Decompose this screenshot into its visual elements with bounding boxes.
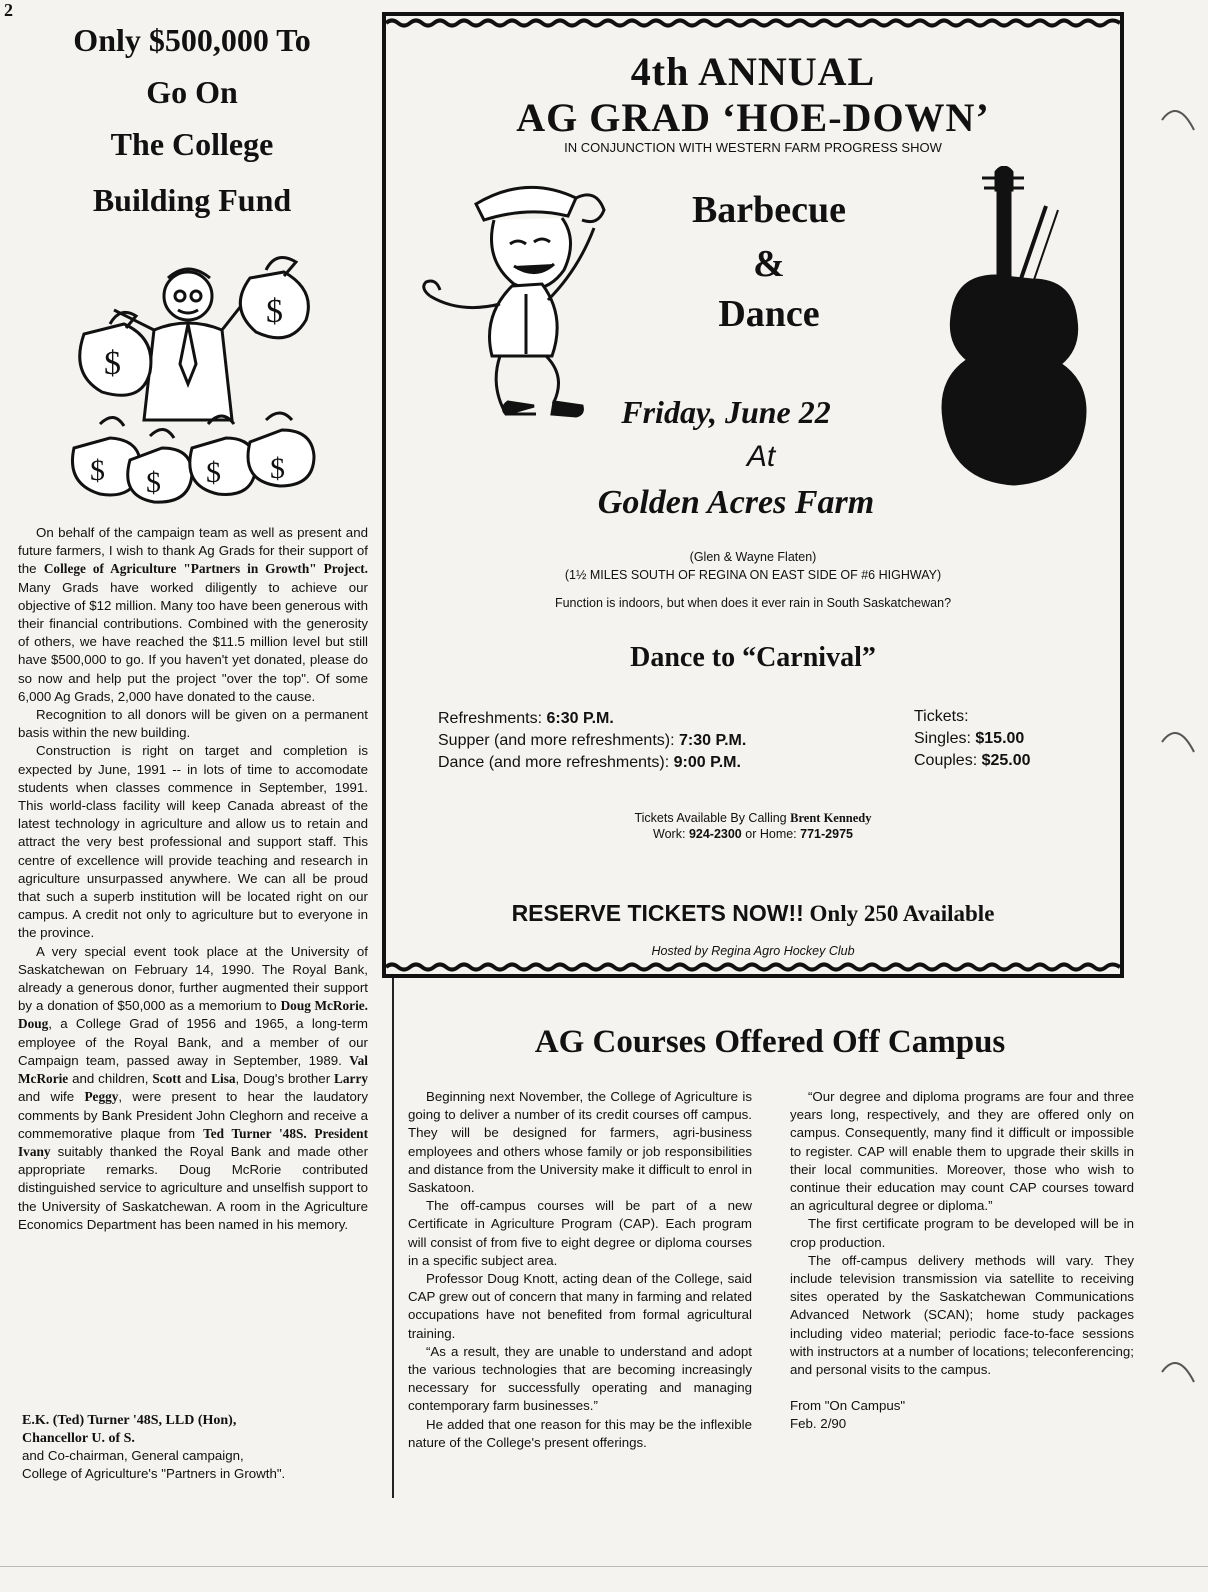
column-divider [392, 978, 394, 1498]
courses-headline: AG Courses Offered Off Campus [534, 1024, 1006, 1060]
ad-venue: Golden Acres Farm [597, 484, 875, 521]
ad-dance: Dance [718, 293, 820, 335]
couples-label: Couples: [914, 752, 978, 769]
text-run: Many Grads have worked diligently to achieve our objective of $12 million. Many too have been generous with their financial contributions. Combined with the generosity of others, we have reached the $11.5 million level but still have $500,000 to go. If you haven't yet donated, please do so now and help put the project "over the top". Of some 6,000 Ag Grads, 2,000 have donated to the cause. [18, 579, 368, 704]
bold-text: Doug McRorie. Doug [18, 998, 368, 1032]
bold-text: Ted Turner '48S. President Ivany [18, 1125, 368, 1159]
schedule-row [438, 752, 746, 774]
courses-column-1 [408, 1088, 752, 1452]
paragraph [18, 706, 368, 742]
headline-line-3: The College [110, 126, 274, 162]
binder-mark [1160, 1352, 1196, 1386]
ad-title-annual: 4th ANNUAL [630, 49, 876, 94]
ad-ampersand: & [753, 243, 785, 285]
paragraph: “Our degree and diploma programs are four and three years long, respectively, and they are offered only on campus. Consequently, many find it difficult or impossible to register. CAP will enable them to upgrade their skills in their local communities. Moreover, those who wish to continue their education may count CAP courses toward an agricultural degree or diploma.” [790, 1089, 1134, 1214]
schedule-label: Supper (and more refreshments): [438, 732, 675, 749]
paragraph: “As a result, they are unable to understand and adopt the various technologies that are becoming increasingly necessary for successfully operating and managing contemporary farm businesses.” [408, 1343, 752, 1414]
contact-name: Brent Kennedy [790, 811, 872, 825]
text-run: On behalf of the campaign team as well as present and future farmers, I wish to thank Ag Grads for their support of the [18, 525, 368, 577]
svg-text:$: $ [146, 466, 161, 499]
home-phone: 771-2975 [800, 827, 853, 841]
text-run: and [181, 1071, 212, 1087]
signature-block [22, 1412, 372, 1482]
schedule-time: 7:30 P.M. [679, 732, 747, 749]
courses-column-2 [790, 1088, 1134, 1434]
schedule-time: 9:00 P.M. [673, 754, 741, 771]
text-run: , a College Grad of 1956 and 1965, a long-term employee of the Royal Bank, and a member of our Campaign team, passed away in September, 1989. [18, 1016, 368, 1068]
bold-text: College of Agriculture "Partners in Growth" Project. [43, 561, 368, 577]
home-label: or Home: [745, 827, 797, 841]
hoe-down-advertisement [382, 12, 1124, 978]
signature-line-1: and Co-chairman, General campaign, [22, 1448, 244, 1464]
schedule-row [438, 708, 746, 730]
signature-line-2: College of Agriculture's "Partners in Growth". [22, 1465, 286, 1481]
schedule-time: 6:30 P.M. [546, 710, 614, 727]
paragraph [18, 524, 368, 706]
bold-text: Peggy [84, 1089, 119, 1105]
text-run: Recognition to all donors will be given on a permanent basis within the new building. [18, 707, 368, 741]
tickets-couples [914, 750, 1031, 772]
paragraph: He added that one reason for this may be the inflexible nature of the College's present offerings. [408, 1416, 752, 1450]
border-decoration-bottom [386, 962, 1120, 972]
paragraph: Beginning next November, the College of Agriculture is going to deliver a number of its credit courses off campus. They will be designed for farmers, agri-business employees and others whose family or job responsibilities and distance from the University make it difficult to enrol in Saskatoon. [408, 1089, 752, 1196]
work-label: Work: [653, 827, 686, 841]
ad-host: Hosted by Regina Agro Hockey Club [651, 944, 855, 958]
bold-text: Val McRorie [18, 1052, 368, 1087]
signature-name: E.K. (Ted) Turner '48S, LLD (Hon), [22, 1413, 237, 1428]
paragraph: Professor Doug Knott, acting dean of the College, said CAP grew out of concern that many in farming and related occupations have not benefited from formal agricultural training. [408, 1271, 752, 1341]
tickets-heading: Tickets: [914, 708, 969, 725]
bold-text: Larry [334, 1071, 369, 1087]
ad-directions: (1½ MILES SOUTH OF REGINA ON EAST SIDE OF #6 HIGHWAY) [564, 568, 942, 582]
bold-text: Scott [152, 1071, 182, 1087]
svg-text:$: $ [206, 456, 221, 489]
svg-text:$: $ [266, 293, 283, 330]
binder-mark [1160, 722, 1196, 756]
text-run: , Doug's brother [235, 1071, 335, 1087]
ad-band: Dance to “Carnival” [630, 642, 876, 673]
binder-mark [1160, 100, 1196, 134]
ad-schedule [438, 708, 746, 774]
ad-title-hoedown: AG GRAD ‘HOE-DOWN’ [516, 95, 990, 140]
text-run: , were present to hear the laudatory comments by Bank President John Cleghorn and receive a commemorative plaque from [18, 1089, 368, 1141]
ad-barbecue: Barbecue [691, 189, 847, 231]
schedule-label: Refreshments: [438, 710, 543, 727]
ad-ticket-prices [914, 706, 1031, 772]
only-250: Only 250 Available [809, 901, 995, 926]
text-run: and wife [18, 1089, 85, 1105]
headline-line-2: Go On [146, 74, 238, 110]
tickets-singles [914, 728, 1031, 750]
page-edge-line [0, 1566, 1208, 1567]
singles-price: $15.00 [975, 730, 1025, 747]
ad-indoors-note: Function is indoors, but when does it ever rain in South Saskatchewan? [554, 596, 952, 610]
dancing-farmer-illustration [416, 174, 626, 424]
ad-date: Friday, June 22 [621, 394, 831, 430]
signature-title: Chancellor U. of S. [22, 1430, 135, 1446]
headline-line-1: Only $500,000 To [73, 22, 311, 58]
bold-text: Lisa [211, 1071, 236, 1087]
schedule-label: Dance (and more refreshments): [438, 754, 670, 771]
text-run: Construction is right on target and completion is expected by June, 1991 -- in lots of time to accomodate students when classes commence in September, 1991. This world-class facility will keep Canada abreast of the latest technology in agriculture and allow us to retain and attract the very best professional and support staff. This centre of excellence will provide teaching and research in agriculture unsurpassed anywhere. We can all be proud that such a superb institution will be located right on our campus. A credit not only to agriculture but to everyone in the province. [18, 743, 368, 941]
ad-reserve-line [386, 900, 1120, 927]
paragraph [18, 943, 368, 1234]
contact-prefix: Tickets Available By Calling [634, 811, 787, 825]
text-run: A very special event took place at the University of Saskatchewan on February 14, 1990. The Royal Bank, already a generous donor, further augmented their support by a donation of $50,000 as a memorium to [18, 943, 368, 1014]
text-run: suitably thanked the Royal Bank and made other appropriate remarks. Doug McRorie contributed distinguished service to agriculture and unselfish support to the University of Saskatchewan. A room in the Agriculture Economics Department has been named in his memory. [18, 1143, 368, 1232]
source-line-1: From "On Campus" [790, 1398, 906, 1414]
building-fund-article [18, 524, 368, 1234]
svg-text:$: $ [270, 452, 285, 485]
singles-label: Singles: [914, 730, 971, 747]
paragraph: The off-campus courses will be part of a new Certificate in Agriculture Program (CAP). Each program will consist of from five to eight degree or diploma courses in a specific subject area. [408, 1198, 752, 1268]
page-number: 2 [4, 0, 13, 20]
headline-line-4: Building Fund [92, 182, 292, 218]
svg-text:$: $ [104, 345, 121, 382]
ad-hosts-note: (Glen & Wayne Flaten) [689, 550, 817, 564]
paragraph: The off-campus delivery methods will vary. They include television transmission via satellite to receiving sites operated by the Saskatchewan Communications Advanced Network (SCAN); home study packages including video material; periodic face-to-face sessions with instructors at a number of locations; teleconferencing; and personal visits to the campus. [790, 1252, 1134, 1378]
source-line-2: Feb. 2/90 [790, 1416, 847, 1432]
paragraph: The first certificate program to be developed will be in crop production. [790, 1216, 1134, 1250]
couples-price: $25.00 [981, 752, 1031, 769]
bass-fiddle-illustration [926, 166, 1096, 496]
ad-at: At [746, 440, 776, 473]
reserve-now: RESERVE TICKETS NOW!! [511, 900, 804, 926]
schedule-row [438, 730, 746, 752]
ad-ticket-contact [386, 810, 1120, 842]
text-run: and children, [68, 1071, 153, 1087]
building-fund-headline [18, 24, 366, 216]
ad-subtitle: IN CONJUNCTION WITH WESTERN FARM PROGRESS SHOW [564, 140, 942, 155]
paragraph [18, 742, 368, 942]
money-bags-illustration [70, 234, 330, 504]
border-decoration-top [386, 18, 1120, 28]
work-phone: 924-2300 [688, 827, 742, 841]
svg-text:$: $ [90, 454, 105, 487]
